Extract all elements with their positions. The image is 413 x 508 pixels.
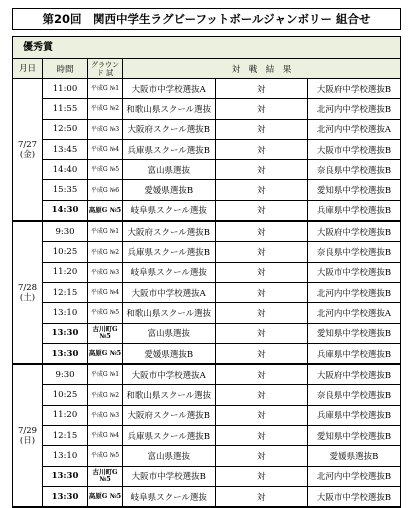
team-right: 大阪府中学校選抜B (308, 364, 401, 385)
versus-label: 対 (215, 466, 308, 486)
versus-label: 対 (215, 139, 308, 159)
match-row (13, 466, 400, 486)
match-row (13, 486, 400, 506)
versus-label: 対 (215, 343, 308, 364)
versus-label: 対 (215, 405, 308, 425)
match-time: 12:15 (43, 282, 88, 302)
schedule-sheet (12, 36, 401, 508)
team-right: 奈良県中学校選抜B (308, 160, 401, 180)
ground-cell: 平成G №5 (88, 160, 123, 180)
match-time: 10:25 (43, 385, 88, 405)
versus-label: 対 (215, 119, 308, 139)
ground-cell: 古川町G №5 (88, 466, 123, 486)
ground-cell: 高原G №5 (88, 343, 123, 364)
versus-label: 対 (215, 242, 308, 262)
team-right: 大阪府中学校選抜B (308, 221, 401, 242)
team-right: 北河内中学校選抜B (308, 282, 401, 302)
header-ground: グラウンド 試 (88, 59, 123, 79)
match-time: 13:10 (43, 303, 88, 323)
ground-cell: 平成G №5 (88, 446, 123, 466)
team-left: 和歌山県スクール選抜 (123, 99, 216, 119)
team-left: 大阪府スクール選抜B (123, 405, 216, 425)
schedule-body (13, 79, 400, 507)
match-time: 13:10 (43, 446, 88, 466)
match-time: 11:20 (43, 262, 88, 282)
team-right: 奈良県中学校選抜B (308, 242, 401, 262)
versus-label: 対 (215, 385, 308, 405)
match-time: 13:30 (43, 466, 88, 486)
ground-cell: 高原G №5 (88, 486, 123, 506)
team-left: 大阪府スクール選抜B (123, 119, 216, 139)
match-row (13, 262, 400, 282)
match-time: 10:25 (43, 242, 88, 262)
ground-cell: 平成G №4 (88, 139, 123, 159)
team-right: 大阪市中学校選抜B (308, 139, 401, 159)
match-row (13, 282, 400, 302)
match-row (13, 221, 400, 242)
match-row (13, 160, 400, 180)
date-cell: 7/27 (金) (13, 79, 43, 222)
team-right: 愛知県中学校選抜B (308, 180, 401, 200)
ground-cell: 平成G №1 (88, 364, 123, 385)
match-time: 9:30 (43, 364, 88, 385)
match-row (13, 323, 400, 343)
match-time: 11:00 (43, 79, 88, 99)
team-left: 大阪府スクール選抜B (123, 221, 216, 242)
team-left: 大阪市中学校選抜B (123, 466, 216, 486)
match-row (13, 426, 400, 446)
date-cell: 7/28 (土) (13, 221, 43, 364)
header-time: 時間 (43, 59, 88, 79)
versus-label: 対 (215, 426, 308, 446)
ground-cell: 平成G №4 (88, 282, 123, 302)
ground-cell: 平成G №3 (88, 119, 123, 139)
ground-cell: 平成G №1 (88, 221, 123, 242)
versus-label: 対 (215, 303, 308, 323)
team-right: 愛媛県選抜B (308, 446, 401, 466)
team-left: 富山県選抜 (123, 446, 216, 466)
team-left: 和歌山県スクール選抜 (123, 303, 216, 323)
versus-label: 対 (215, 262, 308, 282)
schedule-table (13, 59, 400, 507)
match-time: 11:20 (43, 405, 88, 425)
team-left: 岐阜県スクール選抜 (123, 200, 216, 221)
match-row (13, 139, 400, 159)
team-right: 大阪府中学校選抜B (308, 79, 401, 99)
match-time: 13:30 (43, 323, 88, 343)
match-row (13, 180, 400, 200)
match-row (13, 364, 400, 385)
match-row (13, 343, 400, 364)
versus-label: 対 (215, 180, 308, 200)
header-result: 対 戦 結 果 (123, 59, 401, 79)
match-row (13, 446, 400, 466)
team-right: 兵庫県中学校選抜B (308, 200, 401, 221)
match-time: 13:45 (43, 139, 88, 159)
match-time: 15:35 (43, 180, 88, 200)
ground-cell: 平成G №2 (88, 385, 123, 405)
match-time: 11:55 (43, 99, 88, 119)
versus-label: 対 (215, 364, 308, 385)
team-left: 富山県選抜 (123, 160, 216, 180)
team-left: 和歌山県スクール選抜 (123, 385, 216, 405)
team-left: 岐阜県スクール選抜 (123, 486, 216, 506)
team-right: 兵庫県中学校選抜B (308, 405, 401, 425)
team-right: 大阪市中学校選抜B (308, 486, 401, 506)
match-row (13, 385, 400, 405)
match-time: 14:40 (43, 160, 88, 180)
team-right: 大阪市中学校選抜B (308, 262, 401, 282)
versus-label: 対 (215, 282, 308, 302)
team-right: 北河内中学校選抜B (308, 466, 401, 486)
page-title: 第20回 関西中学生ラグビーフットボールジャンボリー 組合せ (12, 8, 401, 30)
match-time: 9:30 (43, 221, 88, 242)
ground-cell: 平成G №5 (88, 303, 123, 323)
match-time: 12:15 (43, 426, 88, 446)
ground-cell: 平成G №2 (88, 242, 123, 262)
match-time: 14:30 (43, 200, 88, 221)
ground-cell: 平成G №3 (88, 262, 123, 282)
team-left: 兵庫県スクール選抜B (123, 242, 216, 262)
date-cell: 7/29 (日) (13, 364, 43, 507)
versus-label: 対 (215, 160, 308, 180)
team-right: 愛知県中学校選抜B (308, 323, 401, 343)
match-time: 13:30 (43, 343, 88, 364)
team-left: 富山県選抜 (123, 323, 216, 343)
ground-cell: 平成G №2 (88, 99, 123, 119)
match-row (13, 405, 400, 425)
versus-label: 対 (215, 221, 308, 242)
match-time: 12:50 (43, 119, 88, 139)
award-heading: 優秀賞 (13, 37, 400, 59)
ground-cell: 平成G №3 (88, 405, 123, 425)
team-right: 兵庫県中学校選抜B (308, 343, 401, 364)
team-left: 兵庫県スクール選抜B (123, 426, 216, 446)
versus-label: 対 (215, 99, 308, 119)
versus-label: 対 (215, 79, 308, 99)
team-right: 北河内中学校選抜B (308, 99, 401, 119)
ground-cell: 高原G №5 (88, 200, 123, 221)
team-left: 愛媛県選抜B (123, 180, 216, 200)
team-right: 北河内中学校選抜A (308, 119, 401, 139)
team-left: 愛媛県選抜B (123, 343, 216, 364)
team-left: 大阪市中学校選抜A (123, 364, 216, 385)
team-left: 大阪市中学校選抜A (123, 282, 216, 302)
ground-cell: 平成G №4 (88, 426, 123, 446)
ground-cell: 古川町G №5 (88, 323, 123, 343)
ground-cell: 平成G №1 (88, 79, 123, 99)
team-left: 大阪市中学校選抜A (123, 79, 216, 99)
versus-label: 対 (215, 446, 308, 466)
header-row (13, 59, 400, 79)
team-left: 岐阜県スクール選抜 (123, 262, 216, 282)
versus-label: 対 (215, 323, 308, 343)
team-right: 北河内中学校選抜A (308, 303, 401, 323)
versus-label: 対 (215, 200, 308, 221)
team-right: 奈良県中学校選抜B (308, 385, 401, 405)
match-row (13, 99, 400, 119)
match-row (13, 79, 400, 99)
match-row (13, 119, 400, 139)
team-right: 愛知県中学校選抜B (308, 426, 401, 446)
match-time: 13:30 (43, 486, 88, 506)
match-row (13, 200, 400, 221)
ground-cell: 平成G №6 (88, 180, 123, 200)
match-row (13, 303, 400, 323)
team-left: 兵庫県スクール選抜B (123, 139, 216, 159)
match-row (13, 242, 400, 262)
versus-label: 対 (215, 486, 308, 506)
header-date: 月日 (13, 59, 43, 79)
